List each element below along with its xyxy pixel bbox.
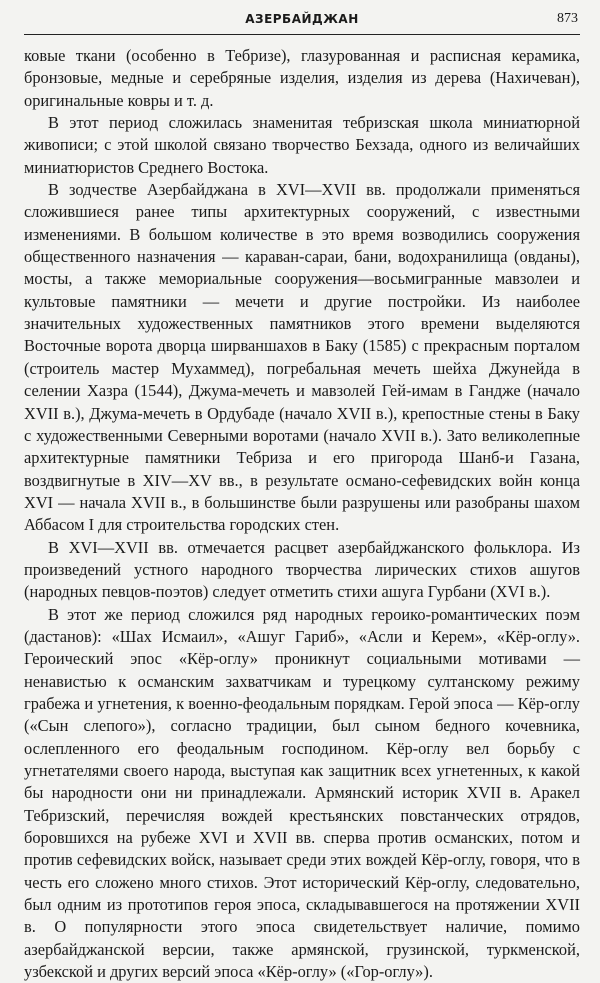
page-header	[24, 10, 580, 35]
paragraph: В этот период сложилась знаменитая тебризская школа миниатюрной живописи; с этой школой связано творчество Бехзада, одного из величайших миниатюристов Среднего Востока.	[24, 113, 580, 177]
running-head: АЗЕРБАЙДЖАН	[245, 12, 359, 26]
paragraph: В зодчестве Азербайджана в XVI—XVII вв. продолжали применяться сложившиеся ранее типы архитектурных сооружений, с известными изменениями. В большом количестве в это время возводились сооружения общественного назначения — караван-сараи, бани, водохранилища (овданы), мосты, а также мемориальные сооружения—восьмигранные мавзолеи и культовые памятники — мечети и другие постройки. Из наиболее значительных художественных памятников этого времени выделяются Восточные ворота дворца ширваншахов в Баку (1585) с прекрасным порталом (строитель мастер Мухаммед), погребальная мечеть шейха Джунейда в селении Хазра (1544), Джума-мечеть и мавзолей Гей-имам в Гандже (начало XVII в.), Джума-мечеть в Ордубаде (начало XVII в.), крепостные стены в Баку с художественными Северными воротами (начало XVII в.). Зато великолепные архитектурные памятники Тебриза и его пригорода Шанб-и Газана, воздвигнутые в XIV—XV вв., в результате османо-сефевидских войн конца XVI — начала XVII в., в большинстве были разрушены или разобраны шахом Аббасом I для строительства городских стен.	[24, 180, 580, 535]
paragraph: ковые ткани (особенно в Тебризе), глазурованная и расписная керамика, бронзовые, медные и серебряные изделия, изделия из дерева (Нахичеван), оригинальные ковры и т. д.	[24, 46, 580, 110]
page-number: 873	[557, 11, 578, 26]
paragraph: В XVI—XVII вв. отмечается расцвет азербайджанского фольклора. Из произведений устного народного творчества лирических стихов ашугов (народных певцов-поэтов) следует отметить стихи ашуга Гурбани (XVI в.).	[24, 537, 580, 602]
paragraph: В этот же период сложился ряд народных героико-романтических поэм (дастанов): «Шах Исмаил», «Ашуг Гариб», «Асли и Керем», «Кёр-оглу». Героический эпос «Кёр-оглу» проникнут социальными мотивами — ненавистью к османским захватчикам и турецкому султанскому режиму грабежа и угнетения, к военно-феодальным порядкам. Герой эпоса — Кёр-оглу («Сын слепого»), согласно традиции, был сыном бедного кочевника, ослепленного его феодальным господином. Кёр-оглу вел борьбу с угнетателями своего народа, выступая как защитник всех угнетенных, к какой бы народности они ни принадлежали. Армянский историк XVII в. Аракел Тебризский, перечисляя вождей крестьянских повстанческих отрядов, боровшихся на рубеже XVI и XVII вв. сперва против османских, потом и против сефевидских войск, называет среди этих вождей Кёр-оглу, говоря, что в честь его сложено много стихов. Этот исторический Кёр-оглу, следовательно, был одним из прототипов героя эпоса, складывавшегося на протяжении XVII в. О популярности этого эпоса свидетельствует наличие, помимо азербайджанской версии, также армянской, грузинской, туркменской, узбекской и других версий эпоса «Кёр-оглу» («Гор-оглу»).	[24, 604, 580, 982]
body-text	[24, 45, 580, 983]
